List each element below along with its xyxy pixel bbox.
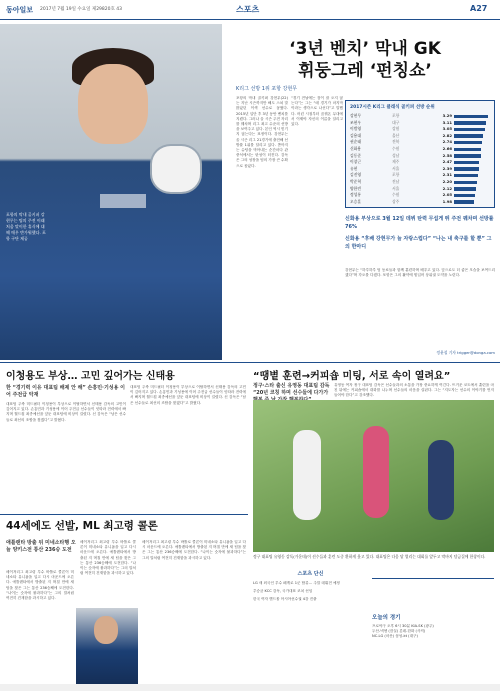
top-body-col-2: [291, 96, 343, 358]
story4-body: 메이저리그 최고령 투수 바톨로 콜론이 미네소타 유니폼을 입고 다시 마운드에 오른다. 애틀랜타에서 방출된 지 며칠 만에 새 팀을 찾은 그는 통산 236승째에 도전한다. “나이는 숫자에 불과하다”는 그의 말처럼 여전히 건재함을 과시하고 있다.: [6, 570, 74, 601]
stats-bar: [454, 128, 485, 131]
stats-value: 2.12: [442, 185, 452, 191]
byline: 정윤철 기자 trigger@donga.com: [436, 350, 495, 355]
stats-value: 1.98: [442, 198, 452, 204]
stats-team: 서울: [392, 185, 400, 191]
stats-bar: [454, 161, 479, 164]
stats-team: 대구: [392, 119, 400, 125]
top-body-4: 강현무는 “하루하루 팀 동료들과 함께 훈련하며 배우고 있다. 앞으로도 더 좋은 모습을 보여드리겠다”며 각오를 다졌다. 포항은 그의 활약에 힘입어 상위권 도약을 노린다.: [345, 268, 495, 278]
stats-row: [350, 139, 490, 145]
stats-team: 서울: [392, 165, 400, 171]
stats-title: 2017시즌 K리그 클래식 골키퍼 선방 순위: [350, 105, 435, 110]
stats-player-name: 박준혁: [350, 179, 362, 184]
headline-line-1: ‘3년 벤치’ 막내 GK: [289, 39, 441, 59]
story2-headline: 이청용도 부상… 고민 깊어가는 신태용: [6, 371, 175, 382]
brief-title: 스포츠 단신: [297, 571, 324, 577]
tennis-photo-caption: 정구 대표팀 유영동 감독(가운데)이 선수들과 훈련 도중 환하게 웃고 있다. 대표팀은 다음 달 열리는 대회를 앞두고 막바지 담금질에 한창이다.: [253, 554, 486, 559]
stats-team: 성남: [392, 152, 400, 158]
today-games-line-3: NC-LG (마산) 삼성-kt (대구): [372, 634, 418, 639]
photo-person-2: [363, 426, 389, 518]
stats-team: 전남: [392, 179, 400, 184]
stats-player-name: 김동준: [350, 152, 362, 158]
stats-value: 3.29: [442, 113, 452, 118]
stats-player-name: 양한빈: [350, 185, 362, 191]
stats-row: [350, 146, 490, 152]
stats-row: [350, 133, 490, 139]
photo-person-3: [428, 440, 454, 520]
newspaper-logo: 동아일보: [6, 6, 34, 14]
stats-row: [350, 126, 490, 132]
page-footer: [0, 684, 500, 691]
today-games-box: [372, 578, 494, 640]
stats-bar: [454, 181, 477, 184]
stats-player-name: 권순태: [350, 139, 362, 145]
stats-player-name: 이창근: [350, 159, 362, 165]
stats-bar: [454, 200, 474, 203]
stats-row: [350, 192, 490, 198]
sports-briefs: [253, 570, 368, 603]
stats-team: 제주: [392, 159, 400, 165]
story2-body-1: [6, 402, 126, 512]
top-body-3: “경기 전날에는 잠이 잘 오지 않는다”는 그는 “매 경기가 마지막이라는 생각으로 나선다”고 말했다. 어린 시절부터 꿈꿔온 무대에서 이제야 자신의 이름을 알리고 있다.: [291, 96, 343, 127]
stats-player-name: 조현우: [350, 119, 362, 125]
brief-item-3: 한국 여자 핸드볼 아시아선수권 4강 진출: [253, 597, 317, 602]
stats-row: [350, 159, 490, 165]
masthead: [0, 0, 500, 20]
headline-line-2: 휘둥그레 ‘펀칭쇼’: [298, 61, 432, 81]
stats-player-name: 김진영: [350, 172, 362, 178]
photo-emblem: [100, 194, 146, 208]
stats-player-name: 김용대: [350, 132, 362, 138]
pull-quote-1: 신화용 부상으로 3월 12일 데뷔 탄력 무섭게 뛰 주전 꿰차며 선방률 76%: [345, 216, 494, 230]
stats-bar: [454, 141, 482, 144]
goalkeeper-photo: [0, 24, 222, 360]
stats-bar: [454, 187, 476, 190]
photo-person-1: [293, 430, 321, 520]
pull-quote-2: 신화용 “후배 강현무가 늘 자랑스럽다” “나는 내 축구를 할 뿐” 그의 한마디: [345, 236, 492, 250]
stats-row: [350, 172, 490, 178]
stats-bar: [454, 154, 481, 157]
top-body-1: 포항의 막내 골키퍼 강현무(22)는 지난 시즌까지만 해도 스쳐 말 많았던 이색 선수로 꼽혔다. 2015년 입단 후 3년 동안 벤치를 지켰다. 그러나 올 시즌 주전 자리를 꿰차며 리그 최고 수준의 선방을 보여주고 있다. 본인 역시 믿기지 않는다는 표정이다.: [236, 96, 288, 137]
story4-body-col-3: [142, 540, 246, 680]
stats-bar: [454, 134, 483, 137]
brief-item-1: LG 새 외국인 투수 페게로 1군 합류… 주말 데뷔전 예정: [253, 581, 340, 585]
top-body-col-3: [345, 268, 495, 348]
stats-bar: [454, 194, 475, 197]
stats-row: [350, 113, 490, 119]
stats-bar: [454, 148, 481, 151]
stats-row: [350, 153, 490, 159]
photo-caption: 포항의 막내 골키퍼 강현무는 팀의 주전 이래 처음 맞이한 휴식에 대해 매우 반가워했다. 포항 구단 제공: [6, 212, 46, 241]
story3-headline: “땡볕 훈련→커피숍 미팅, 서로 속이 열려요”: [253, 371, 451, 382]
stats-value: 3.05: [442, 126, 452, 132]
stats-row: [350, 166, 490, 172]
stats-value: 2.20: [442, 179, 452, 184]
stats-bar: [454, 167, 479, 170]
stats-value: 2.66: [442, 146, 452, 151]
stats-value: 2.39: [442, 165, 452, 171]
story4-body-cont: 메이저리그 최고령 투수 바톨로 콜론이 미네소타 유니폼을 입고 다시 마운드에 오른다. 애틀랜타에서 방출된 지 며칠 만에 새 팀을 찾은 그는 통산 236승째에 도전한다. “나이는 숫자에 불과하다”는 그의 말처럼 여전히 건재함을 과시하고 있다.: [80, 540, 136, 576]
section-title: 스포츠: [236, 5, 260, 14]
story4-body-col-2: [80, 540, 136, 604]
stats-value: 2.47: [442, 159, 452, 165]
story4-body-more: 메이저리그 최고령 투수 바톨로 콜론이 미네소타 유니폼을 입고 다시 마운드에 오른다. 애틀랜타에서 방출된 지 며칠 만에 새 팀을 찾은 그는 통산 236승째에 도전한다. “나이는 숫자에 불과하다”는 그의 말처럼 여전히 건재함을 과시하고 있다.: [142, 540, 246, 560]
story3-sub: 정구·스타 출신 유영동 대표팀 감독 “20년 코칭 하며 선수들에 다가가: [253, 383, 330, 396]
photo-glove: [150, 144, 202, 194]
story4-headline: 44세에도 선발, ML 최고령 콜론: [6, 520, 158, 532]
divider-2: [0, 514, 248, 515]
story2-sub: 한 “경기력 이유 대표팀 배제 안 해” 손흥민·기성용 이어 주전급 악재: [6, 385, 125, 398]
top-kicker: K리그 선방 1위 포항 강현무: [236, 86, 298, 92]
pitcher-face: [94, 616, 118, 644]
story2-body-cont: 대표팀 주축 미드필더 이청용이 부상으로 이탈하면서 신태용 감독의 고민이 깊어지고 있다. 손흥민과 기성용에 이어 주전급 선수들이 잇따라 전력에서 빠지며 월드컵 최종예선을 앞둔 대표팀에 비상이 걸렸다. 신 감독은 “남은 선수들로 최선의 조합을 찾겠다”고 밝혔다.: [130, 385, 246, 405]
stats-team: 포항: [392, 172, 400, 178]
stats-team: 포항: [392, 113, 400, 118]
stats-player-name: 정성룡: [350, 192, 362, 198]
stats-player-name: 이범영: [350, 126, 362, 132]
photo-face: [78, 64, 148, 144]
stats-value: 2.82: [442, 132, 452, 138]
stats-bar: [454, 121, 486, 124]
stats-team: 상주: [392, 198, 400, 204]
stats-team: 전북: [392, 139, 400, 145]
today-games-line-1: 프로야구 오후 6시 30분 KIA-SK (광주): [372, 624, 434, 628]
stats-row: [350, 199, 490, 205]
stats-value: 2.74: [442, 139, 452, 145]
today-games-title: 오늘의 경기: [372, 615, 401, 621]
stats-team: 수원: [392, 192, 400, 198]
goalkeeper-stats-table: [345, 100, 495, 208]
stats-value: 3.11: [442, 119, 452, 125]
pull-quote: [345, 215, 495, 251]
top-headline: [236, 38, 494, 82]
stats-player-name: 오승훈: [350, 198, 362, 204]
story3-body-top: [334, 383, 494, 399]
stats-team: 수원: [392, 146, 400, 151]
page-number: A27: [470, 4, 488, 13]
stats-value: 2.31: [442, 172, 452, 178]
stats-bar: [454, 115, 488, 118]
stats-player-name: 유현: [350, 165, 358, 171]
story3-body: 유영동 여자 정구 대표팀 감독은 선수들과의 소통을 가장 중요하게 여긴다. 뜨거운 코트에서 훈련을 마친 뒤에는 커피숍에서 대화를 나누며 선수들의 마음을 살핀다. 그는 “지도자는 선수의 이야기를 먼저 들어야 한다”고 강조했다.: [334, 383, 494, 398]
story2-body: 대표팀 주축 미드필더 이청용이 부상으로 이탈하면서 신태용 감독의 고민이 깊어지고 있다. 손흥민과 기성용에 이어 주전급 선수들이 잇따라 전력에서 빠지며 월드컵 최종예선을 앞둔 대표팀에 비상이 걸렸다. 신 감독은 “남은 선수들로 최선의 조합을 찾겠다”고 밝혔다.: [6, 402, 126, 422]
top-body-col-1: [236, 96, 288, 358]
stats-row: [350, 179, 490, 185]
stats-row: [350, 120, 490, 126]
stats-player-name: 강현무: [350, 113, 362, 118]
brief-item-2: 추승균 KCC 감독, 국가대표 코치 선임: [253, 589, 313, 594]
story4-sub: 애틀랜타 방출 뒤 미네소타행 오늘 양키스전 통산 236승 도전: [6, 540, 76, 553]
stats-value: 2.58: [442, 152, 452, 158]
today-games-line-2: 두산-넥센 (잠실) 롯데-한화 (사직): [372, 629, 426, 634]
stats-row: [350, 186, 490, 192]
top-body-2: 강현무는 올 시즌 리그 21경기에 출전해 선방률 1위를 달리고 있다. 쏟아지는 슈팅을 막아내는 순간마다 관중석에서는 탄성이 터진다. 감독은 그의 성장을 팀의 가장 큰 수확으로 꼽았다.: [236, 132, 288, 168]
pitcher-photo: [76, 608, 138, 686]
tennis-team-photo: [253, 400, 494, 552]
divider-1: [0, 362, 500, 363]
story4-body-col-1: [6, 570, 74, 680]
stats-bar: [454, 174, 478, 177]
story2-body-2: [130, 385, 246, 512]
stats-team: 울산: [392, 132, 400, 138]
stats-value: 2.05: [442, 192, 452, 198]
issue-date: 2017년 7월 19일 수요일 제29820호 43: [40, 7, 123, 12]
stats-player-name: 신화용: [350, 146, 362, 151]
stats-team: 강원: [392, 126, 400, 132]
